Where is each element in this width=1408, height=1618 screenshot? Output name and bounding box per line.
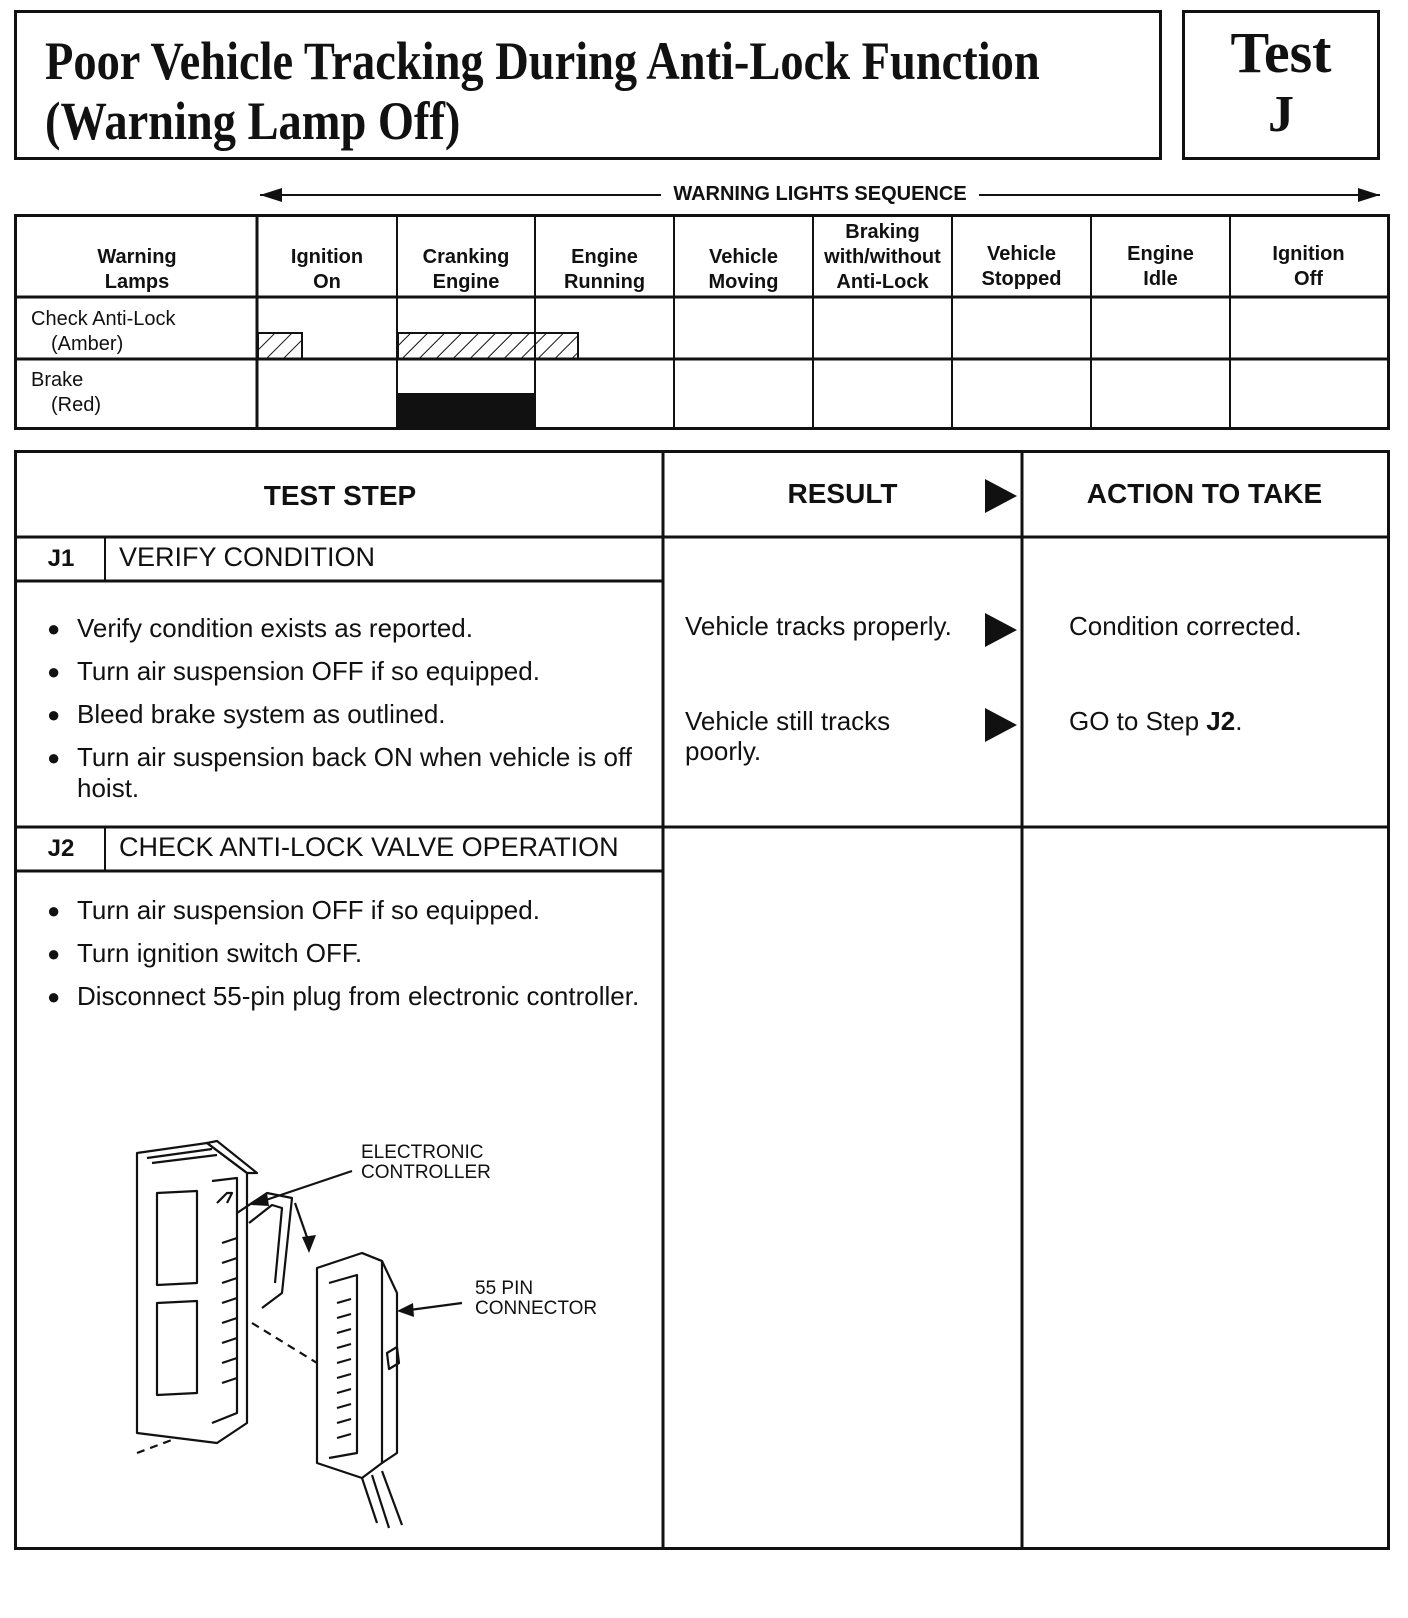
- warning-sequence-label: [260, 180, 1380, 210]
- action-j1-a: Condition corrected.: [1069, 611, 1302, 641]
- col-vehicle-stopped: Vehicle Stopped: [981, 243, 1062, 290]
- test-steps-table: [14, 450, 1390, 1550]
- header-result: RESULT: [787, 478, 898, 509]
- title-line-2: (Warning Lamp Off): [45, 91, 461, 151]
- list-item: ● Disconnect 55-pin plug from electronic controller.: [47, 981, 647, 1012]
- page-title: [45, 31, 1040, 151]
- list-item: ● Turn air suspension back ON when vehicle is off hoist.: [47, 742, 647, 804]
- header-test-step: TEST STEP: [263, 480, 417, 511]
- result-arrow-icon: [985, 613, 1017, 647]
- sequence-text: WARNING LIGHTS SEQUENCE: [661, 183, 978, 205]
- col-cranking-engine: Cranking Engine: [422, 246, 510, 293]
- test-id-box: [1182, 10, 1380, 160]
- list-item: ● Turn ignition switch OFF.: [47, 938, 647, 969]
- step-j2-bullets: [47, 895, 647, 1024]
- lamp-brake: Brake (Red): [31, 369, 102, 416]
- controller-illustration: [117, 1133, 637, 1533]
- lamp-check-anti-lock: Check Anti-Lock (Amber): [31, 308, 176, 355]
- result-arrow-icon: [985, 708, 1017, 742]
- col-ignition-off: Ignition Off: [1272, 243, 1345, 290]
- step-link-j2: J2: [1206, 706, 1236, 736]
- result-j1-a: Vehicle tracks properly.: [685, 611, 952, 641]
- step-j1-bullets: [47, 613, 647, 816]
- list-item: ● Bleed brake system as outlined.: [47, 699, 647, 730]
- col-engine-running: Engine Running: [563, 246, 646, 293]
- col-vehicle-moving: Vehicle Moving: [708, 246, 779, 293]
- list-item: ● Turn air suspension OFF if so equipped.: [47, 656, 647, 687]
- step-title-j1: VERIFY CONDITION: [119, 542, 376, 572]
- amber-signal-cranking: [398, 333, 578, 359]
- list-item: ● Turn air suspension OFF if so equipped.: [47, 895, 647, 926]
- header-arrow-icon: [985, 479, 1017, 513]
- title-box: [14, 10, 1162, 160]
- step-id-j2: J2: [47, 835, 75, 862]
- action-j1-b: GO to Step J2.: [1069, 706, 1243, 736]
- result-j1-b: Vehicle still tracks poorly.: [685, 706, 891, 766]
- col-ignition-on: Ignition On: [290, 246, 364, 293]
- step-title-j2: CHECK ANTI-LOCK VALVE OPERATION: [119, 832, 619, 862]
- label-electronic-controller: ELECTRONIC CONTROLLER: [361, 1142, 491, 1183]
- col-engine-idle: Engine Idle: [1127, 243, 1194, 290]
- label-55-pin-connector: 55 PIN CONNECTOR: [475, 1278, 598, 1319]
- controller-diagram: [117, 1133, 637, 1533]
- step-id-j1: J1: [47, 545, 75, 572]
- list-item: ● Verify condition exists as reported.: [47, 613, 647, 644]
- col-braking: Braking with/without Anti-Lock: [824, 221, 941, 293]
- corner-header: Warning Lamps: [97, 246, 177, 293]
- red-signal-cranking: [398, 393, 535, 427]
- header-action: ACTION TO TAKE: [1086, 478, 1323, 509]
- test-label: Test: [1230, 20, 1332, 85]
- test-letter: J: [1268, 86, 1294, 143]
- amber-signal-ignition: [258, 333, 302, 359]
- warning-lamps-table: [14, 214, 1390, 430]
- title-line-1: Poor Vehicle Tracking During Anti-Lock Function: [45, 31, 1040, 91]
